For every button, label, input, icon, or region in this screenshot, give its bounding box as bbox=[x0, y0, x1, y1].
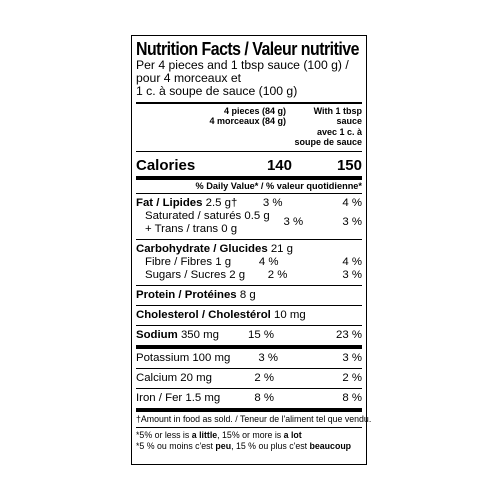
protein-label: Protein / Protéines bbox=[136, 288, 237, 301]
footnote-dagger: †Amount in food as sold. / Teneur de l'aliment tel que vendu. bbox=[136, 413, 372, 424]
footnote-en-mid: , 15% or more is bbox=[217, 429, 284, 440]
footnote-french bbox=[136, 441, 362, 452]
serving-line-3: 1 c. à soupe de sauce (100 g) bbox=[136, 84, 298, 99]
column-header-sauce-line-2: avec 1 c. à bbox=[316, 126, 362, 137]
iron-label: Iron / Fer 1.5 mg bbox=[136, 391, 221, 404]
footnote-fr-peu: peu bbox=[215, 440, 232, 451]
potassium-dv-sauce: 3 % bbox=[342, 351, 362, 364]
fat-row bbox=[136, 197, 362, 210]
sodium-dv-sauce: 23 % bbox=[336, 328, 362, 341]
cholesterol-amount: 10 mg bbox=[274, 308, 306, 321]
calcium-dv-sauce: 2 % bbox=[342, 371, 362, 384]
column-headers bbox=[136, 104, 362, 151]
calories-with-sauce: 150 bbox=[336, 156, 362, 174]
serving-line-2: pour 4 morceaux et bbox=[136, 71, 242, 86]
carbohydrate-label: Carbohydrate / Glucides bbox=[136, 242, 268, 255]
fat-label: Fat / Lipides bbox=[136, 196, 203, 209]
footnote-en-little: a little bbox=[191, 429, 218, 440]
cholesterol-row bbox=[136, 306, 362, 325]
footnote-en-lot: a lot bbox=[283, 429, 302, 440]
column-header-plain-line-1: 4 pieces (84 g) bbox=[223, 105, 286, 116]
sugars-dv-plain: 2 % bbox=[267, 268, 288, 281]
cholesterol-label: Cholesterol / Cholestérol bbox=[136, 308, 271, 321]
calories-label: Calories bbox=[136, 156, 196, 174]
calcium-row bbox=[136, 369, 362, 388]
fat-dv-plain: 3 % bbox=[262, 196, 283, 209]
daily-value-header: % Daily Value* / % valeur quotidienne* bbox=[195, 180, 362, 191]
sugars-row bbox=[136, 269, 362, 282]
footnote-daily-value bbox=[136, 428, 362, 454]
iron-dv-sauce: 8 % bbox=[342, 391, 362, 404]
column-header-sauce-line-1: With 1 tbsp sauce bbox=[313, 105, 362, 127]
fat-amount: 2.5 g† bbox=[205, 196, 238, 209]
carbohydrate-name bbox=[136, 243, 362, 256]
protein-name bbox=[136, 289, 362, 302]
fibre-label: Fibre / Fibres 1 g bbox=[145, 255, 232, 268]
footnote-fr-beaucoup: beaucoup bbox=[309, 440, 352, 451]
sodium-dv-plain: 15 % bbox=[248, 328, 274, 341]
fibre-dv-sauce: 4 % bbox=[342, 255, 362, 268]
sodium-row bbox=[136, 326, 362, 345]
sugars-label: Sugars / Sucres 2 g bbox=[145, 268, 246, 281]
serving-line-1: Per 4 pieces and 1 tbsp sauce (100 g) / bbox=[136, 58, 349, 72]
footnote-en-prefix: *5% or less is bbox=[136, 429, 192, 440]
column-header-plain-line-2: 4 morceaux (84 g) bbox=[209, 116, 286, 127]
fat-dv-sauce: 4 % bbox=[342, 196, 362, 209]
calcium-label: Calcium 20 mg bbox=[136, 371, 212, 384]
sat-trans-dv-plain: 3 % bbox=[283, 216, 304, 229]
iron-row bbox=[136, 389, 362, 408]
sodium-name bbox=[136, 329, 224, 342]
sodium-amount: 350 mg bbox=[180, 328, 219, 341]
trans-label: + Trans / trans 0 g bbox=[145, 222, 238, 235]
sodium-label: Sodium bbox=[136, 328, 178, 341]
saturated-label: Saturated / saturés 0.5 g bbox=[145, 209, 270, 222]
sat-trans-dv-sauce: 3 % bbox=[342, 216, 362, 229]
carbohydrate-row bbox=[136, 243, 362, 256]
footnote-english bbox=[136, 430, 362, 441]
label-title: Nutrition Facts / Valeur nutritive bbox=[136, 38, 359, 59]
potassium-label: Potassium 100 mg bbox=[136, 351, 231, 364]
calcium-dv-plain: 2 % bbox=[254, 371, 274, 384]
fat-section bbox=[136, 194, 362, 239]
calories-plain: 140 bbox=[266, 156, 292, 174]
cholesterol-name bbox=[136, 309, 362, 322]
iron-dv-plain: 8 % bbox=[254, 391, 274, 404]
sugars-dv-sauce: 3 % bbox=[342, 268, 362, 281]
fibre-row bbox=[136, 256, 362, 269]
protein-row bbox=[136, 286, 362, 305]
column-header-sauce bbox=[286, 106, 362, 148]
fat-name bbox=[136, 197, 237, 210]
footnote-fr-mid: , 15 % ou plus c'est bbox=[231, 440, 310, 451]
column-header-plain bbox=[178, 106, 286, 148]
footnote-fr-prefix: *5 % ou moins c'est bbox=[136, 440, 216, 451]
column-header-sauce-line-3: soupe de sauce bbox=[294, 137, 362, 148]
potassium-dv-plain: 3 % bbox=[258, 351, 279, 364]
calories-row bbox=[136, 152, 362, 176]
serving-size bbox=[136, 59, 362, 99]
carbohydrate-amount: 21 g bbox=[270, 242, 294, 255]
sat-trans-name bbox=[136, 210, 270, 236]
nutrition-facts-panel bbox=[131, 35, 372, 465]
potassium-row bbox=[136, 349, 362, 368]
protein-amount: 8 g bbox=[239, 288, 256, 301]
carbohydrate-section bbox=[136, 240, 362, 285]
sat-trans-row bbox=[136, 210, 362, 236]
fibre-dv-plain: 4 % bbox=[258, 255, 279, 268]
